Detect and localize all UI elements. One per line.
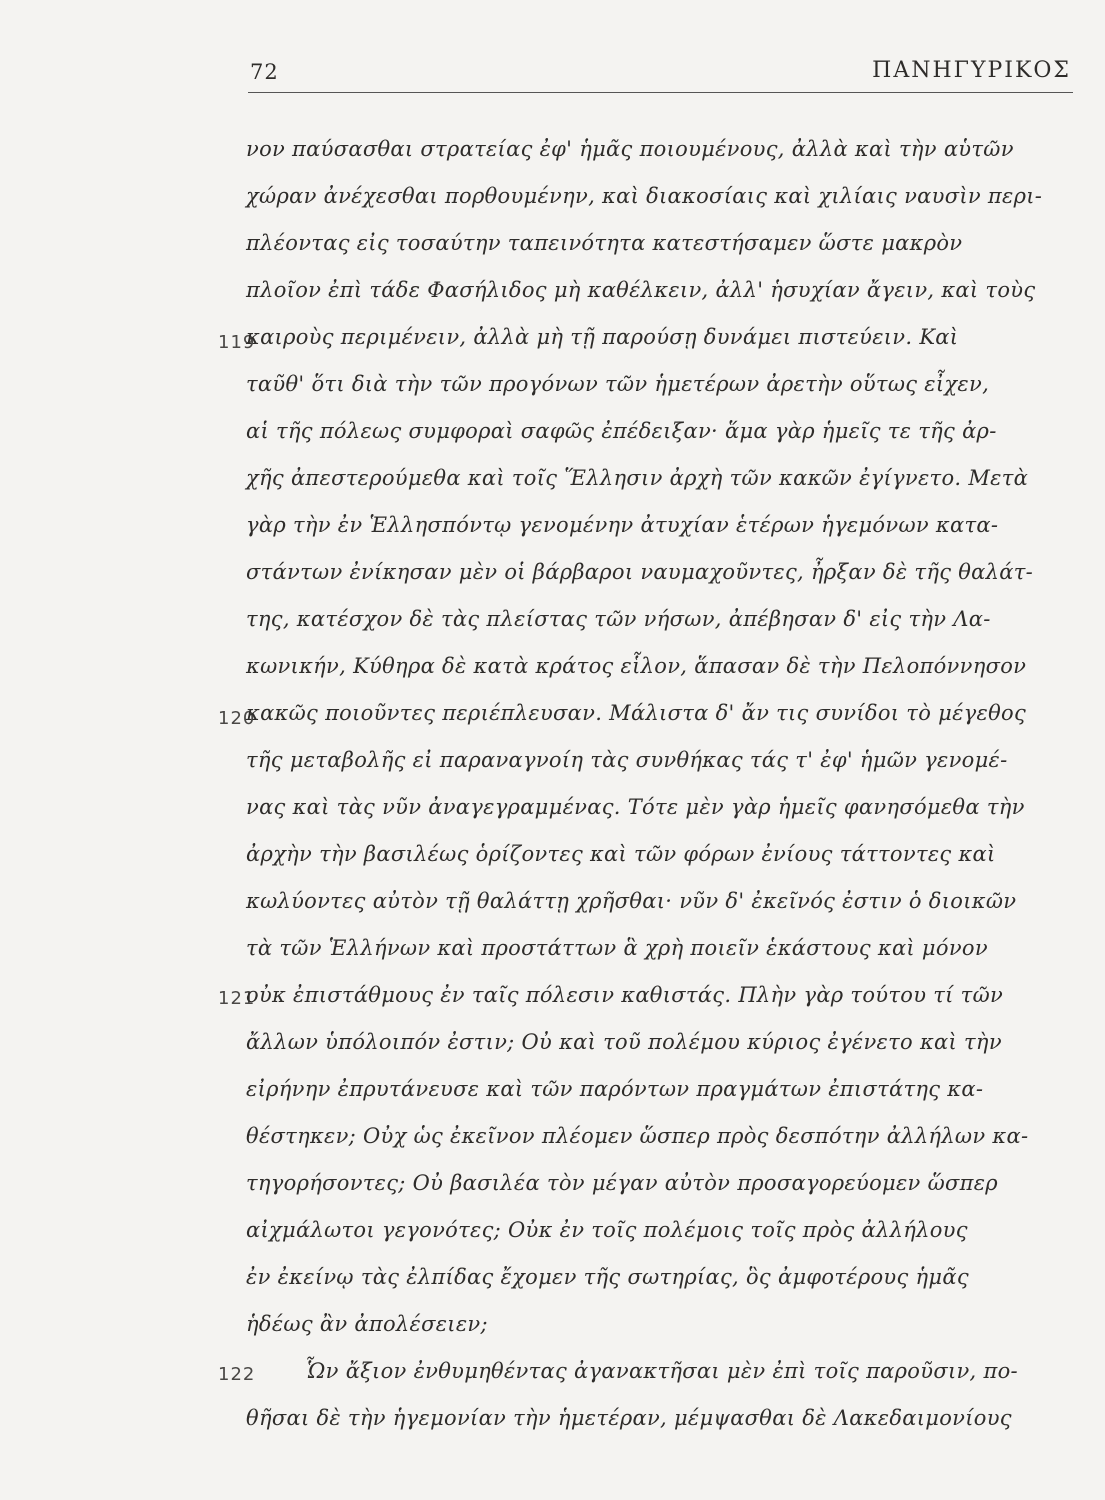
text-line: ἐν ἐκείνῳ τὰς ἐλπίδας ἔχομεν τῆς σωτηρίας, ὃς ἀμφοτέρους ἡμᾶς: [246, 1265, 969, 1289]
text-line: καιροὺς περιμένειν, ἀλλὰ μὴ τῇ παρούσῃ δυνάμει πιστεύειν. Καὶ: [246, 325, 959, 349]
section-number: 119: [218, 332, 256, 353]
text-line: χώραν ἀνέχεσθαι πορθουμένην, καὶ διακοσίαις καὶ χιλίαις ναυσὶν περι-: [246, 184, 1043, 208]
text-line: τῆς μεταβολῆς εἰ παραναγνοίη τὰς συνθήκας τάς τ' ἐφ' ἡμῶν γενομέ-: [246, 748, 1008, 772]
text-line: νον παύσασθαι στρατείας ἐφ' ἡμᾶς ποιουμένους, ἀλλὰ καὶ τὴν αὑτῶν: [246, 137, 1014, 161]
running-title: ΠΑΝΗΓΥΡΙΚΟΣ: [872, 58, 1071, 83]
text-line: οὐκ ἐπιστάθμους ἐν ταῖς πόλεσιν καθιστάς. Πλὴν γὰρ τούτου τί τῶν: [246, 983, 1004, 1007]
page-number: 72: [250, 60, 279, 84]
text-line: πλοῖον ἐπὶ τάδε Φασήλιδος μὴ καθέλκειν, ἀλλ' ἡσυχίαν ἄγειν, καὶ τοὺς: [246, 278, 1036, 302]
text-line: τηγορήσοντες; Οὐ βασιλέα τὸν μέγαν αὐτὸν προσαγορεύομεν ὥσπερ: [246, 1171, 998, 1195]
text-line: εἰρήνην ἐπρυτάνευσε καὶ τῶν παρόντων πραγμάτων ἐπιστάτης κα-: [246, 1077, 984, 1101]
text-line: ἀρχὴν τὴν βασιλέως ὁρίζοντες καὶ τῶν φόρων ἐνίους τάττοντες καὶ: [246, 842, 996, 866]
text-line: γὰρ τὴν ἐν Ἑλλησπόντῳ γενομένην ἀτυχίαν ἑτέρων ἡγεμόνων κατα-: [246, 513, 999, 537]
text-line: θέστηκεν; Οὐχ ὡς ἐκεῖνον πλέομεν ὥσπερ πρὸς δεσπότην ἀλλήλων κα-: [246, 1124, 1029, 1148]
text-line: ἄλλων ὑπόλοιπόν ἐστιν; Οὐ καὶ τοῦ πολέμου κύριος ἐγένετο καὶ τὴν: [246, 1030, 1002, 1054]
section-number: 120: [218, 708, 256, 729]
text-line: της, κατέσχον δὲ τὰς πλείστας τῶν νήσων, ἀπέβησαν δ' εἰς τὴν Λα-: [246, 607, 991, 631]
text-line: Ὧν ἄξιον ἐνθυμηθέντας ἀγανακτῆσαι μὲν ἐπὶ τοῖς παροῦσιν, πο-: [305, 1359, 1018, 1383]
header-rule: [248, 92, 1073, 93]
text-line: θῆσαι δὲ τὴν ἡγεμονίαν τὴν ἡμετέραν, μέμψασθαι δὲ Λακεδαιμονίους: [246, 1406, 1012, 1430]
text-line: αἰχμάλωτοι γεγονότες; Οὐκ ἐν τοῖς πολέμοις τοῖς πρὸς ἀλλήλους: [246, 1218, 968, 1242]
section-number: 122: [218, 1364, 256, 1385]
text-line: πλέοντας εἰς τοσαύτην ταπεινότητα κατεστήσαμεν ὥστε μακρὸν: [246, 231, 963, 255]
text-line: νας καὶ τὰς νῦν ἀναγεγραμμένας. Τότε μὲν γὰρ ἡμεῖς φανησόμεθα τὴν: [246, 795, 1025, 819]
section-number: 121: [218, 988, 256, 1009]
text-line: κωνικήν, Κύθηρα δὲ κατὰ κράτος εἷλον, ἅπασαν δὲ τὴν Πελοπόννησον: [246, 654, 1027, 678]
text-line: κωλύοντες αὐτὸν τῇ θαλάττῃ χρῆσθαι· νῦν δ' ἐκεῖνός ἐστιν ὁ διοικῶν: [246, 889, 1017, 913]
text-line: αἱ τῆς πόλεως συμφοραὶ σαφῶς ἐπέδειξαν· ἅμα γὰρ ἡμεῖς τε τῆς ἀρ-: [246, 419, 997, 443]
text-line: ταῦθ' ὅτι διὰ τὴν τῶν προγόνων τῶν ἡμετέρων ἀρετὴν οὕτως εἶχεν,: [246, 372, 990, 396]
text-line: κακῶς ποιοῦντες περιέπλευσαν. Μάλιστα δ' ἄν τις συνίδοι τὸ μέγεθος: [246, 701, 1027, 725]
text-line: χῆς ἀπεστερούμεθα καὶ τοῖς Ἕλλησιν ἀρχὴ τῶν κακῶν ἐγίγνετο. Μετὰ: [246, 466, 1029, 490]
text-line: στάντων ἐνίκησαν μὲν οἱ βάρβαροι ναυμαχοῦντες, ἦρξαν δὲ τῆς θαλάτ-: [246, 560, 1034, 584]
text-line: ἡδέως ἂν ἀπολέσειεν;: [246, 1312, 488, 1336]
text-line: τὰ τῶν Ἑλλήνων καὶ προστάττων ἃ χρὴ ποιεῖν ἑκάστους καὶ μόνον: [246, 936, 988, 960]
